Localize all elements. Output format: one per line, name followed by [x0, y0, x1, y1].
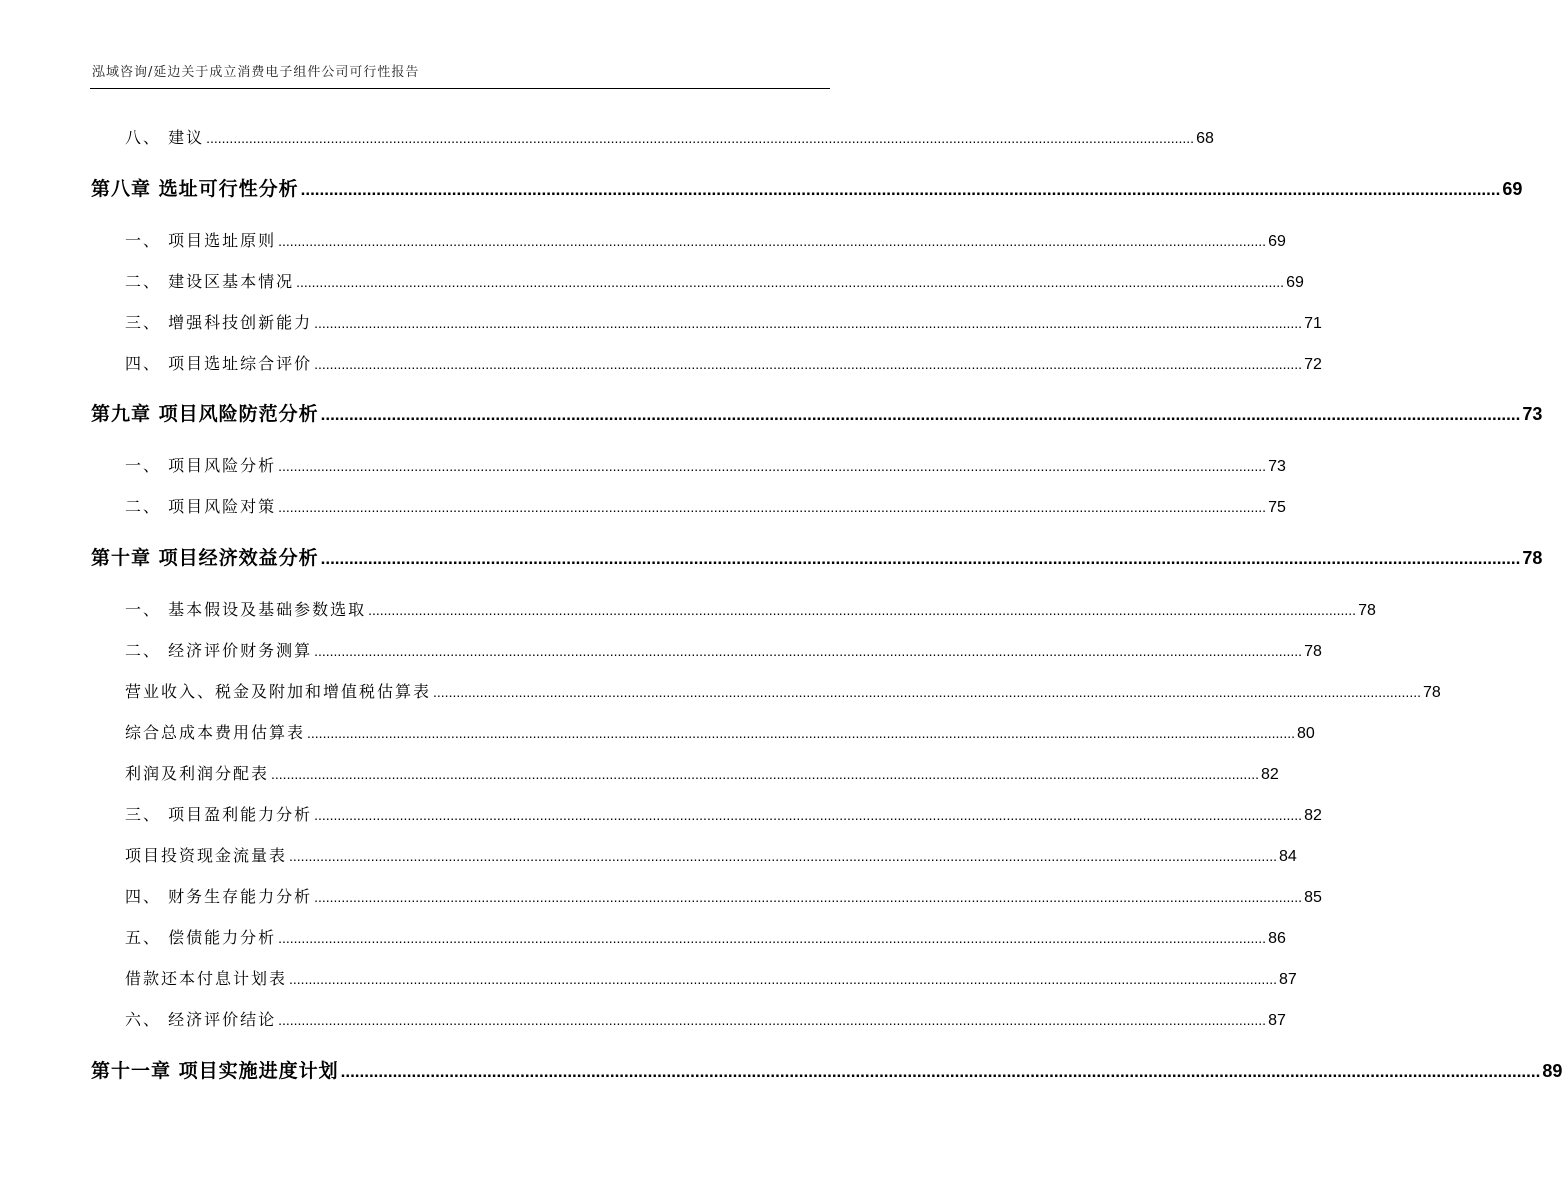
- toc-entry-page: 89: [1542, 1061, 1562, 1081]
- toc-entry-table[interactable]: [125, 966, 1297, 989]
- toc-entry-label: 一、 项目风险分析: [125, 456, 277, 475]
- toc-entry-section[interactable]: [125, 228, 1286, 251]
- toc-entry-section[interactable]: [125, 884, 1322, 907]
- toc-entry-section[interactable]: [125, 453, 1286, 476]
- dot-leader: ..............................................................................................................................................................................................................................................................: [278, 1012, 1267, 1028]
- dot-leader: ..............................................................................................................................................................................................................................................................: [314, 315, 1303, 331]
- toc-entry-section[interactable]: [125, 638, 1322, 661]
- dot-leader: ..............................................................................................................................................................................................................................................................: [289, 848, 1277, 864]
- toc-entry-label: 三、 项目盈利能力分析: [125, 805, 313, 824]
- toc-entry-page: 87: [1268, 1012, 1286, 1029]
- toc-entry-section[interactable]: [125, 269, 1304, 292]
- toc-entry-page: 82: [1304, 807, 1322, 824]
- toc-entry-label: 一、 基本假设及基础参数选取: [125, 600, 367, 619]
- dot-leader: ..............................................................................................................................................................................................................................................................: [278, 458, 1267, 474]
- toc-entry-page: 87: [1279, 971, 1297, 988]
- dot-leader: ..............................................................................................................................................................................................................................................................: [314, 643, 1303, 659]
- dot-leader: ..............................................................................................................................................................................................................................................................: [433, 684, 1421, 700]
- toc-entry-page: 80: [1297, 725, 1315, 742]
- toc-entry-section[interactable]: [125, 310, 1322, 333]
- toc-entry-page: 68: [1196, 130, 1214, 147]
- toc-entry-label: 二、 建设区基本情况: [125, 272, 295, 291]
- toc-entry-page: 78: [1304, 643, 1322, 660]
- toc-entry-page: 78: [1358, 602, 1376, 619]
- toc-entry-label: 第八章 选址可行性分析: [91, 178, 299, 200]
- toc-entry-label: 第十章 项目经济效益分析: [91, 547, 319, 569]
- toc-entry-section[interactable]: [125, 1007, 1286, 1030]
- dot-leader: ..............................................................................................................................................................................................................................................................: [314, 889, 1303, 905]
- dot-leader: ..............................................................................................................................................................................................................................................................: [320, 549, 1521, 568]
- toc-entry-section[interactable]: [125, 925, 1286, 948]
- toc-entry-section[interactable]: [125, 597, 1376, 620]
- dot-leader: ..............................................................................................................................................................................................................................................................: [340, 1062, 1541, 1081]
- toc-entry-label: 借款还本付息计划表: [125, 969, 288, 988]
- dot-leader: ..............................................................................................................................................................................................................................................................: [296, 274, 1285, 290]
- toc-entry-chapter[interactable]: [91, 399, 1543, 426]
- dot-leader: ..............................................................................................................................................................................................................................................................: [368, 602, 1357, 618]
- toc-entry-section[interactable]: [125, 494, 1286, 517]
- toc-entry-page: 72: [1304, 356, 1322, 373]
- toc-entry-label: 综合总成本费用估算表: [125, 723, 306, 742]
- toc-entry-page: 78: [1423, 684, 1441, 701]
- toc-entry-page: 73: [1268, 458, 1286, 475]
- toc-entry-page: 85: [1304, 889, 1322, 906]
- toc-entry-page: 84: [1279, 848, 1297, 865]
- dot-leader: ..............................................................................................................................................................................................................................................................: [314, 807, 1303, 823]
- toc-entry-label: 二、 项目风险对策: [125, 497, 277, 516]
- toc-entry-label: 八、 建议: [125, 128, 205, 147]
- toc-entry-chapter[interactable]: [91, 543, 1543, 570]
- toc-entry-section[interactable]: [125, 125, 1214, 148]
- header-rule: [90, 88, 830, 89]
- toc-entry-section[interactable]: [125, 802, 1322, 825]
- toc-entry-label: 营业收入、税金及附加和增值税估算表: [125, 682, 432, 701]
- dot-leader: ..............................................................................................................................................................................................................................................................: [206, 130, 1195, 146]
- toc-entry-label: 第十一章 项目实施进度计划: [91, 1060, 339, 1082]
- toc-entry-page: 78: [1522, 548, 1543, 568]
- toc-entry-label: 第九章 项目风险防范分析: [91, 403, 319, 425]
- toc-entry-page: 69: [1268, 233, 1286, 250]
- dot-leader: ..............................................................................................................................................................................................................................................................: [278, 499, 1267, 515]
- dot-leader: ..............................................................................................................................................................................................................................................................: [320, 405, 1521, 424]
- toc-entry-page: 69: [1502, 179, 1523, 199]
- toc-entry-label: 四、 财务生存能力分析: [125, 887, 313, 906]
- toc-entry-table[interactable]: [125, 679, 1441, 702]
- toc-entry-label: 项目投资现金流量表: [125, 846, 288, 865]
- toc-entry-page: 82: [1261, 766, 1279, 783]
- toc-entry-table[interactable]: [125, 761, 1279, 784]
- dot-leader: ..............................................................................................................................................................................................................................................................: [307, 725, 1295, 741]
- dot-leader: ..............................................................................................................................................................................................................................................................: [278, 233, 1267, 249]
- toc-entry-section[interactable]: [125, 351, 1322, 374]
- toc-entry-table[interactable]: [125, 720, 1315, 743]
- toc-entry-label: 六、 经济评价结论: [125, 1010, 277, 1029]
- toc-entry-label: 三、 增强科技创新能力: [125, 313, 313, 332]
- toc-entry-label: 五、 偿债能力分析: [125, 928, 277, 947]
- toc-entry-label: 四、 项目选址综合评价: [125, 354, 313, 373]
- dot-leader: ..............................................................................................................................................................................................................................................................: [289, 971, 1277, 987]
- toc-entry-chapter[interactable]: [91, 174, 1523, 201]
- toc-entry-table[interactable]: [125, 843, 1297, 866]
- dot-leader: ..............................................................................................................................................................................................................................................................: [278, 930, 1267, 946]
- toc-entry-label: 利润及利润分配表: [125, 764, 270, 783]
- page-header: 泓域咨询/延边关于成立消费电子组件公司可行性报告: [92, 65, 420, 80]
- toc-entry-label: 一、 项目选址原则: [125, 231, 277, 250]
- toc-entry-page: 71: [1304, 315, 1322, 332]
- toc-entry-chapter[interactable]: [91, 1056, 1562, 1083]
- dot-leader: ..............................................................................................................................................................................................................................................................: [300, 180, 1501, 199]
- toc-entry-page: 86: [1268, 930, 1286, 947]
- toc-entry-label: 二、 经济评价财务测算: [125, 641, 313, 660]
- toc-entry-page: 69: [1286, 274, 1304, 291]
- dot-leader: ..............................................................................................................................................................................................................................................................: [314, 356, 1303, 372]
- dot-leader: ..............................................................................................................................................................................................................................................................: [271, 766, 1259, 782]
- toc-entry-page: 73: [1522, 404, 1543, 424]
- toc-entry-page: 75: [1268, 499, 1286, 516]
